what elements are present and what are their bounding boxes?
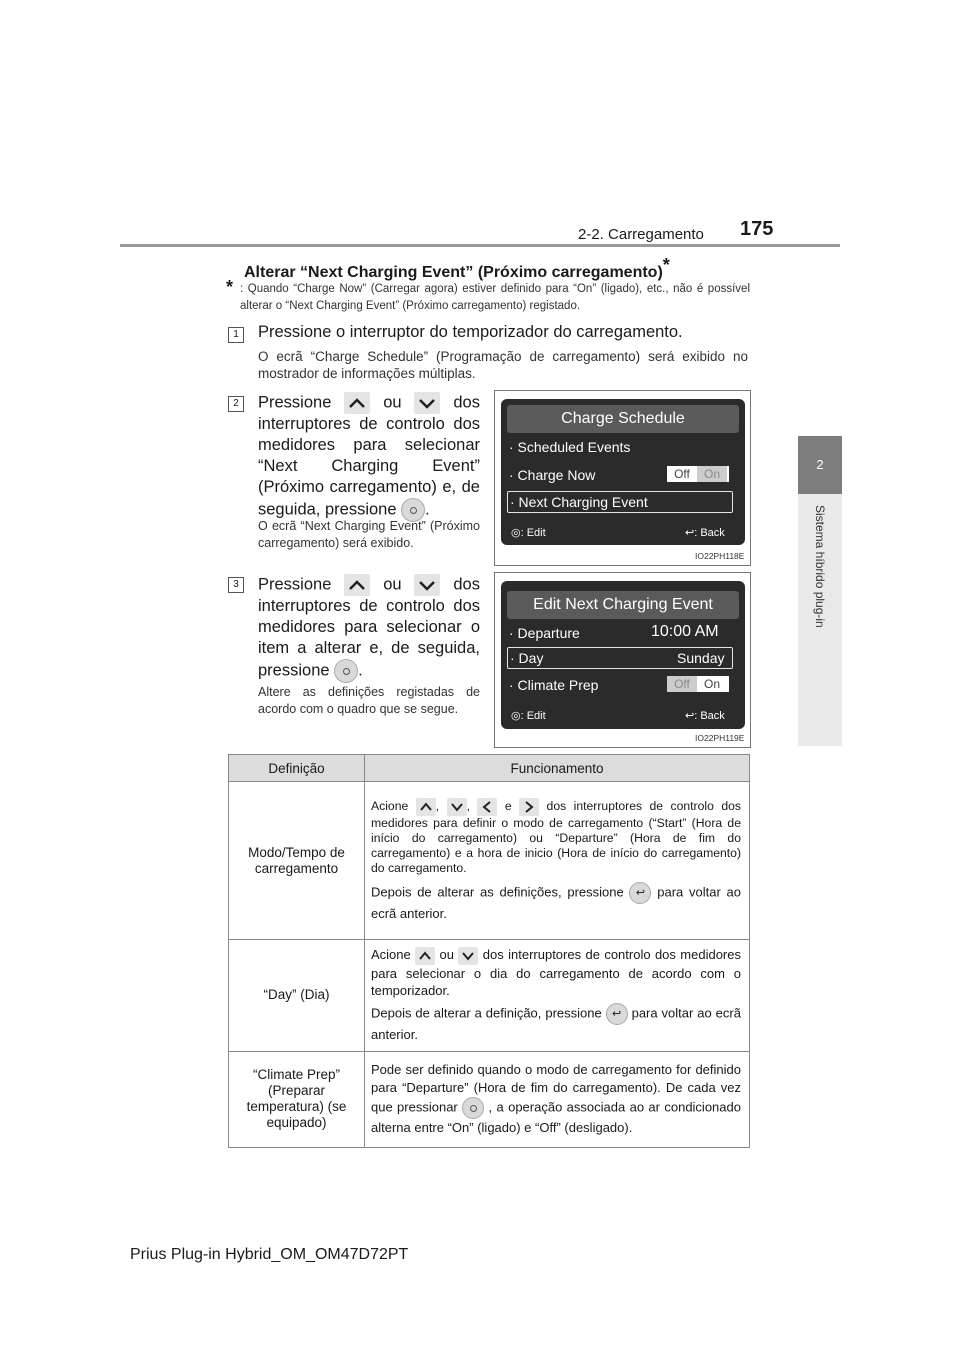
chevron-down-icon — [414, 392, 440, 414]
table-row — [229, 1051, 750, 1147]
header-rule — [120, 244, 840, 247]
toggle-on-label: On — [697, 466, 727, 482]
chevron-down-icon — [414, 574, 440, 596]
departure-value: 10:00 AM — [651, 623, 719, 640]
step-3-text-d: . — [358, 661, 363, 680]
table-row — [229, 940, 750, 1052]
screen-charge-schedule-figure — [494, 390, 751, 566]
step-2-text-c: dos interruptores de controlo dos medidores para selecionar “Next Charging Event” (Próximo carregamento) e, de seguida, pressione — [258, 393, 480, 519]
row-desc-mode — [365, 782, 750, 940]
ok-button-icon — [334, 659, 358, 683]
step-2-text — [258, 392, 480, 522]
footnote: : Quando “Charge Now” (Carregar agora) estiver definido para “On” (ligado), etc., não é possível alterar o “Next Charging Event” (Próximo carregamento) registado. — [240, 283, 750, 312]
climate-text-a: Pode ser definido quando o modo de carregamento for definido para “Departure” (Hora de fim do carregamento). De cada vez que pressionar — [371, 1062, 741, 1115]
edit-text: : Edit — [520, 710, 546, 722]
figure-caption: IO22PH118E — [695, 551, 745, 561]
col-header-funcionamento: Funcionamento — [365, 755, 750, 782]
footer-model: Prius Plug-in Hybrid_OM_OM47D72PT — [130, 1246, 409, 1263]
back-text: : Back — [694, 527, 725, 539]
step-number-1: 1 — [228, 327, 244, 343]
step-3-text — [258, 574, 480, 683]
row-label-mode: Modo/Tempo de carregamento — [229, 782, 365, 940]
display-screen — [501, 581, 745, 729]
ok-button-icon — [462, 1097, 484, 1119]
chevron-up-icon — [344, 574, 370, 596]
mode-text-a: Acione — [371, 798, 409, 813]
step-2-text-d: . — [425, 500, 430, 519]
day-value: Sunday — [677, 650, 725, 666]
step-3-text-b: ou — [383, 575, 402, 594]
row-desc-climate-prep — [365, 1051, 750, 1147]
mode-text-b: , — [435, 798, 440, 813]
row-label-climate-prep: “Climate Prep” (Preparar temperatura) (se equipado) — [229, 1051, 365, 1147]
mode-text-d: e — [504, 798, 512, 813]
day-text-b: ou — [439, 947, 454, 962]
step-1-text: Pressione o interruptor do temporizador do carregamento. — [258, 323, 683, 341]
day-text-a: Acione — [371, 947, 411, 962]
screen-edit-label: ◎: Edit — [511, 710, 546, 722]
mode-text-e: dos interruptores de controlo dos medidores para definir o modo de carregamento (“Start” (Hora de início do carregamento) ou “Departure” (Hora de fim do carregamento) e a hora de inicio (Hora de início do carregamento) do carregamento. — [371, 798, 741, 875]
section-title — [244, 255, 670, 282]
screen-row-climate-prep: · Climate Prep — [509, 677, 599, 693]
screen-back-label: ↩: Back — [685, 710, 725, 722]
screen-row-charge-now: · Charge Now — [509, 467, 596, 483]
mode-text-c: , — [466, 798, 470, 813]
edit-text: : Edit — [520, 527, 546, 539]
display-screen — [501, 399, 745, 545]
step-3-text-a: Pressione — [258, 575, 332, 594]
step-2-sub: O ecrã “Next Charging Event” (Próximo carregamento) será exibido. — [258, 519, 480, 550]
chevron-left-icon — [477, 798, 497, 816]
screen-edit-label: ◎: Edit — [511, 527, 546, 539]
mode-back-text-b: para voltar ao ecrã anterior. — [371, 883, 741, 921]
settings-table — [228, 754, 750, 1148]
chapter-label: Sistema híbrido plug-in — [813, 505, 827, 628]
chevron-down-icon — [458, 947, 478, 965]
toggle-off-label: Off — [667, 466, 697, 482]
day-back-para — [371, 1003, 741, 1045]
day-text-c: dos interruptores de controlo dos medidores para selecionar o dia do carregamento de acordo com o temporizador. — [371, 947, 741, 998]
col-header-definicao: Definição — [229, 755, 365, 782]
step-3-text-c: dos interruptores de controlo dos medidores para selecionar o item a alterar e, de seguida, pressione — [258, 575, 480, 680]
day-back-text-a: Depois de alterar a definição, pressione — [371, 1005, 602, 1020]
chevron-up-icon — [415, 947, 435, 965]
chapter-tab: 2 — [798, 436, 842, 494]
screen-row-departure: · Departure — [509, 625, 580, 641]
charge-now-toggle — [667, 466, 729, 482]
footnote-mark: * — [226, 277, 234, 297]
chevron-up-icon — [344, 392, 370, 414]
back-button-icon: ↩ — [629, 882, 651, 904]
screen-edit-next-event-figure — [494, 572, 751, 748]
step-number-2: 2 — [228, 396, 244, 412]
mode-back-text-a: Depois de alterar as definições, pressione — [371, 883, 624, 899]
chevron-up-icon — [416, 798, 436, 816]
mode-back-para — [371, 882, 741, 924]
toggle-off-label: Off — [667, 676, 697, 692]
back-button-icon: ↩ — [606, 1003, 628, 1025]
header-section: 2-2. Carregamento — [578, 226, 704, 243]
screen-row-day: · Day — [507, 647, 733, 669]
section-title-text: Alterar “Next Charging Event” (Próximo carregamento) — [244, 264, 663, 281]
row-desc-day — [365, 940, 750, 1052]
screen-title: Edit Next Charging Event — [507, 591, 739, 619]
toggle-on-label: On — [697, 676, 727, 692]
screen-back-label: ↩: Back — [685, 527, 725, 539]
step-3-sub: Altere as definições registadas de acordo com o quadro que se segue. — [258, 685, 480, 716]
step-2-text-a: Pressione — [258, 393, 332, 412]
screen-title: Charge Schedule — [507, 405, 739, 433]
step-number-3: 3 — [228, 577, 244, 593]
table-row — [229, 782, 750, 940]
page-number: 175 — [740, 218, 774, 240]
row-label-day: “Day” (Dia) — [229, 940, 365, 1052]
figure-caption: IO22PH119E — [695, 733, 745, 743]
step-1-sub: O ecrã “Charge Schedule” (Programação de carregamento) será exibido no mostrador de informações múltiplas. — [258, 349, 748, 381]
climate-prep-toggle — [667, 676, 729, 692]
section-title-mark: * — [662, 255, 670, 275]
screen-row-next-charging-event: · Next Charging Event — [507, 491, 733, 513]
climate-text-b: , a operação associada ao ar condicionado alterna entre “On” (ligado) e “Off” (desligado). — [371, 1099, 741, 1136]
screen-row-scheduled-events: · Scheduled Events — [509, 439, 631, 455]
chevron-right-icon — [519, 798, 539, 816]
back-text: : Back — [694, 710, 725, 722]
step-2-text-b: ou — [383, 393, 402, 412]
chevron-down-icon — [447, 798, 467, 816]
day-back-text-b: para voltar ao ecrã anterior. — [371, 1005, 741, 1042]
table-header — [229, 755, 750, 782]
